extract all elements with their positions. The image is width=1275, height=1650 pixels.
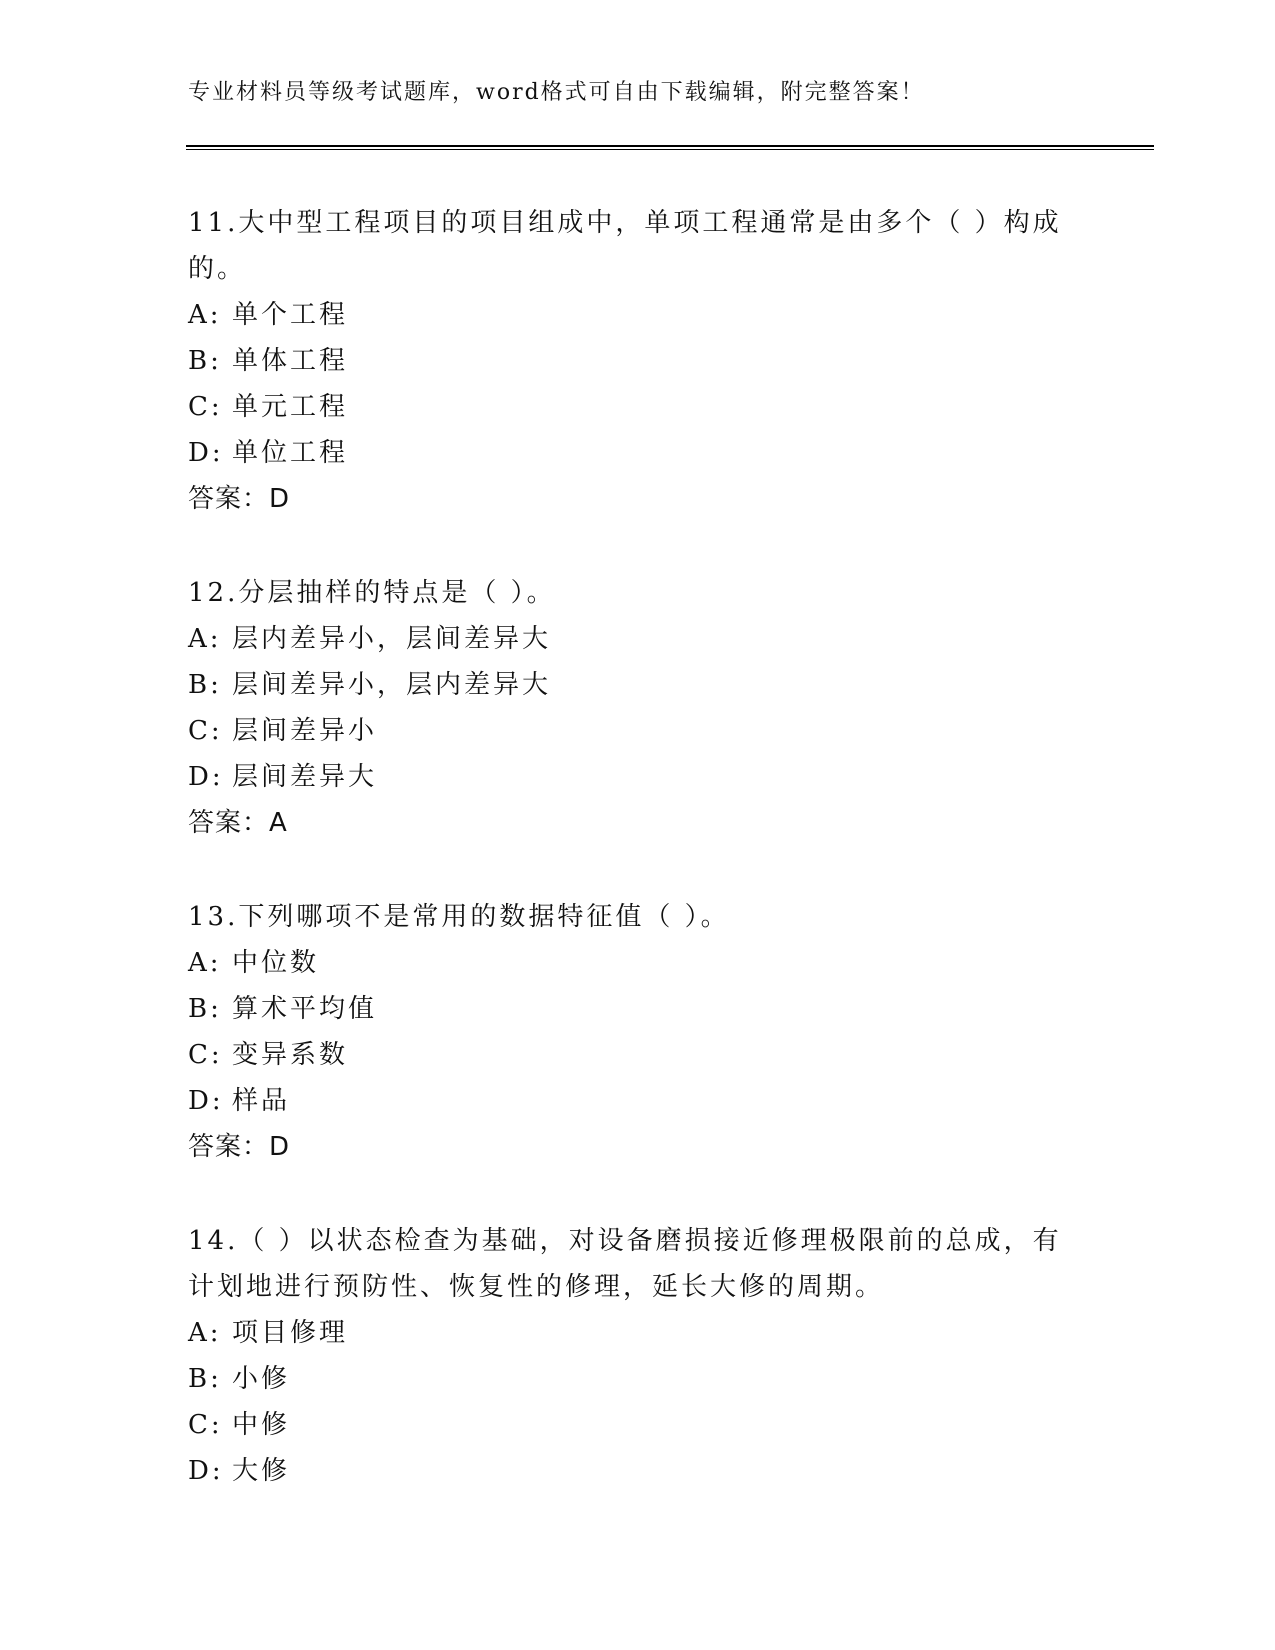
option-text: 中位数 (232, 948, 320, 978)
answer-line: 答案：A (188, 808, 288, 838)
option-d (188, 1448, 1068, 1494)
option-a (188, 1310, 1068, 1356)
option-letter: A: (188, 300, 222, 330)
question-text: 12.分层抽样的特点是（ ）。 (188, 578, 556, 608)
option-text: 单元工程 (232, 392, 349, 422)
page-header: 专业材料员等级考试题库，word格式可自由下载编辑，附完整答案！ (188, 80, 925, 105)
option-letter: A: (188, 624, 222, 654)
option-text: 单个工程 (232, 300, 349, 330)
option-d (188, 1078, 1068, 1124)
option-b (188, 662, 1068, 708)
question-12 (188, 570, 1068, 846)
option-c (188, 708, 1068, 754)
option-text: 层间差异大 (232, 762, 378, 792)
option-letter: C: (188, 1040, 223, 1070)
option-text: 小修 (232, 1364, 291, 1394)
option-text: 变异系数 (232, 1040, 349, 1070)
question-list (188, 200, 1068, 1542)
option-letter: A: (188, 948, 222, 978)
option-text: 中修 (232, 1410, 291, 1440)
option-letter: B: (188, 994, 222, 1024)
answer-line: 答案：D (188, 1132, 291, 1162)
option-letter: A: (188, 1318, 222, 1348)
option-text: 大修 (232, 1456, 291, 1486)
option-b (188, 338, 1068, 384)
option-b (188, 1356, 1068, 1402)
question-text: 11.大中型工程项目的项目组成中，单项工程通常是由多个（ ）构成的。 (188, 208, 1062, 284)
question-text: 13.下列哪项不是常用的数据特征值（ ）。 (188, 902, 730, 932)
option-letter: C: (188, 1410, 223, 1440)
option-letter: D: (188, 762, 224, 792)
option-text: 算术平均值 (232, 994, 378, 1024)
option-letter: C: (188, 716, 223, 746)
option-b (188, 986, 1068, 1032)
option-a (188, 616, 1068, 662)
option-letter: D: (188, 1456, 224, 1486)
option-d (188, 430, 1068, 476)
option-c (188, 384, 1068, 430)
option-d (188, 754, 1068, 800)
answer-line: 答案：D (188, 484, 291, 514)
option-text: 层间差异小 (232, 716, 378, 746)
option-text: 层间差异小，层内差异大 (232, 670, 552, 700)
option-letter: B: (188, 1364, 222, 1394)
question-11 (188, 200, 1068, 522)
option-a (188, 292, 1068, 338)
option-letter: D: (188, 438, 224, 468)
question-text: 14.（ ）以状态检查为基础，对设备磨损接近修理极限前的总成，有计划地进行预防性、恢复性的修理，延长大修的周期。 (188, 1226, 1062, 1302)
question-14 (188, 1218, 1068, 1494)
question-13 (188, 894, 1068, 1170)
option-letter: C: (188, 392, 223, 422)
option-text: 单位工程 (232, 438, 349, 468)
option-text: 单体工程 (232, 346, 349, 376)
option-text: 层内差异小，层间差异大 (232, 624, 552, 654)
option-text: 项目修理 (232, 1318, 349, 1348)
option-letter: D: (188, 1086, 224, 1116)
header-divider (186, 145, 1154, 150)
option-letter: B: (188, 346, 222, 376)
option-letter: B: (188, 670, 222, 700)
option-text: 样品 (232, 1086, 291, 1116)
option-c (188, 1402, 1068, 1448)
option-c (188, 1032, 1068, 1078)
option-a (188, 940, 1068, 986)
